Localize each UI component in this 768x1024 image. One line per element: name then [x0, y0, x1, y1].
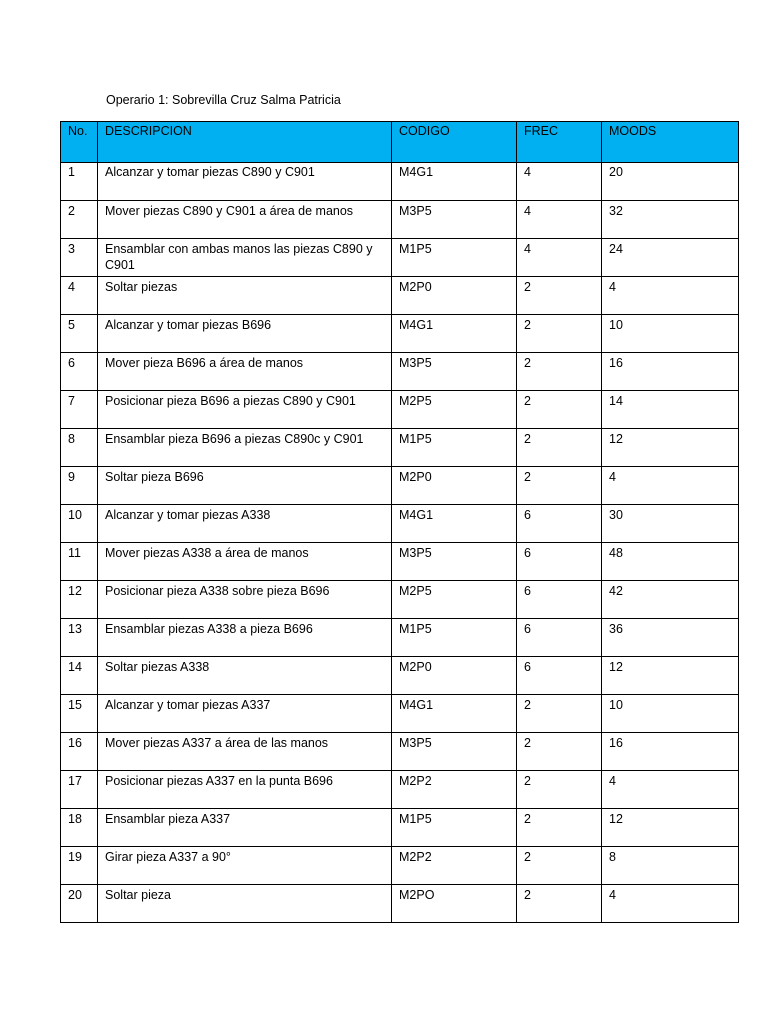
- table-row: [61, 505, 739, 543]
- table-row: [61, 657, 739, 695]
- table-row: [61, 847, 739, 885]
- cell-descripcion: Alcanzar y tomar piezas C890 y C901: [98, 163, 392, 201]
- cell-moods: 16: [602, 353, 739, 391]
- cell-descripcion: Posicionar pieza A338 sobre pieza B696: [98, 581, 392, 619]
- cell-descripcion: Alcanzar y tomar piezas B696: [98, 315, 392, 353]
- table-row: [61, 201, 739, 239]
- table-row: [61, 771, 739, 809]
- table-row: [61, 581, 739, 619]
- table-header-row: [61, 122, 739, 163]
- cell-codigo: M2P2: [392, 847, 517, 885]
- table-row: [61, 695, 739, 733]
- cell-frec: 2: [517, 695, 602, 733]
- cell-frec: 4: [517, 163, 602, 201]
- operator-title: Operario 1: Sobrevilla Cruz Salma Patricia: [106, 93, 341, 107]
- cell-codigo: M3P5: [392, 543, 517, 581]
- table-row: [61, 391, 739, 429]
- cell-no: 5: [61, 315, 98, 353]
- cell-codigo: M2P5: [392, 581, 517, 619]
- cell-descripcion: Mover piezas A338 a área de manos: [98, 543, 392, 581]
- cell-no: 18: [61, 809, 98, 847]
- cell-moods: 32: [602, 201, 739, 239]
- table-row: [61, 277, 739, 315]
- table-row: [61, 429, 739, 467]
- cell-moods: 4: [602, 885, 739, 923]
- header-descripcion: DESCRIPCION: [98, 122, 392, 163]
- cell-frec: 4: [517, 201, 602, 239]
- cell-no: 13: [61, 619, 98, 657]
- table-row: [61, 543, 739, 581]
- cell-moods: 10: [602, 695, 739, 733]
- cell-moods: 12: [602, 809, 739, 847]
- cell-descripcion: Posicionar piezas A337 en la punta B696: [98, 771, 392, 809]
- cell-moods: 42: [602, 581, 739, 619]
- cell-moods: 30: [602, 505, 739, 543]
- cell-descripcion: Soltar pieza: [98, 885, 392, 923]
- cell-descripcion: Alcanzar y tomar piezas A337: [98, 695, 392, 733]
- cell-moods: 14: [602, 391, 739, 429]
- cell-no: 4: [61, 277, 98, 315]
- cell-frec: 2: [517, 467, 602, 505]
- cell-no: 14: [61, 657, 98, 695]
- cell-descripcion: Mover pieza B696 a área de manos: [98, 353, 392, 391]
- cell-frec: 2: [517, 847, 602, 885]
- cell-moods: 4: [602, 277, 739, 315]
- cell-frec: 4: [517, 239, 602, 277]
- cell-codigo: M3P5: [392, 201, 517, 239]
- header-no: No.: [61, 122, 98, 163]
- cell-frec: 2: [517, 315, 602, 353]
- cell-frec: 2: [517, 885, 602, 923]
- cell-no: 8: [61, 429, 98, 467]
- cell-frec: 2: [517, 391, 602, 429]
- cell-no: 3: [61, 239, 98, 277]
- cell-moods: 10: [602, 315, 739, 353]
- cell-frec: 2: [517, 353, 602, 391]
- cell-descripcion: Ensamblar con ambas manos las piezas C890 y C901: [98, 239, 392, 277]
- cell-no: 1: [61, 163, 98, 201]
- cell-frec: 2: [517, 429, 602, 467]
- cell-no: 7: [61, 391, 98, 429]
- cell-codigo: M1P5: [392, 809, 517, 847]
- cell-descripcion: Mover piezas A337 a área de las manos: [98, 733, 392, 771]
- table-row: [61, 619, 739, 657]
- cell-descripcion: Soltar pieza B696: [98, 467, 392, 505]
- cell-moods: 48: [602, 543, 739, 581]
- header-codigo: CODIGO: [392, 122, 517, 163]
- cell-descripcion: Soltar piezas A338: [98, 657, 392, 695]
- cell-no: 15: [61, 695, 98, 733]
- cell-codigo: M2P0: [392, 657, 517, 695]
- cell-frec: 6: [517, 657, 602, 695]
- cell-frec: 6: [517, 543, 602, 581]
- cell-moods: 36: [602, 619, 739, 657]
- cell-codigo: M2P2: [392, 771, 517, 809]
- cell-descripcion: Mover piezas C890 y C901 a área de manos: [98, 201, 392, 239]
- cell-no: 19: [61, 847, 98, 885]
- cell-moods: 16: [602, 733, 739, 771]
- cell-no: 12: [61, 581, 98, 619]
- table-body: [61, 163, 739, 923]
- cell-codigo: M1P5: [392, 239, 517, 277]
- cell-frec: 2: [517, 809, 602, 847]
- cell-no: 17: [61, 771, 98, 809]
- cell-moods: 8: [602, 847, 739, 885]
- cell-codigo: M3P5: [392, 353, 517, 391]
- cell-descripcion: Ensamblar piezas A338 a pieza B696: [98, 619, 392, 657]
- cell-no: 9: [61, 467, 98, 505]
- cell-frec: 6: [517, 619, 602, 657]
- cell-moods: 4: [602, 771, 739, 809]
- cell-descripcion: Alcanzar y tomar piezas A338: [98, 505, 392, 543]
- cell-moods: 12: [602, 429, 739, 467]
- cell-no: 20: [61, 885, 98, 923]
- cell-codigo: M2P5: [392, 391, 517, 429]
- cell-no: 2: [61, 201, 98, 239]
- cell-codigo: M1P5: [392, 619, 517, 657]
- cell-descripcion: Posicionar pieza B696 a piezas C890 y C901: [98, 391, 392, 429]
- moods-table: [60, 121, 739, 923]
- table-row: [61, 467, 739, 505]
- cell-moods: 4: [602, 467, 739, 505]
- cell-frec: 6: [517, 581, 602, 619]
- cell-frec: 2: [517, 771, 602, 809]
- cell-no: 6: [61, 353, 98, 391]
- table-row: [61, 809, 739, 847]
- header-moods: MOODS: [602, 122, 739, 163]
- cell-moods: 24: [602, 239, 739, 277]
- cell-frec: 2: [517, 733, 602, 771]
- cell-codigo: M3P5: [392, 733, 517, 771]
- table-row: [61, 239, 739, 277]
- cell-codigo: M2PO: [392, 885, 517, 923]
- cell-descripcion: Ensamblar pieza B696 a piezas C890c y C901: [98, 429, 392, 467]
- cell-moods: 20: [602, 163, 739, 201]
- cell-no: 11: [61, 543, 98, 581]
- cell-descripcion: Soltar piezas: [98, 277, 392, 315]
- cell-no: 10: [61, 505, 98, 543]
- cell-frec: 6: [517, 505, 602, 543]
- cell-codigo: M4G1: [392, 163, 517, 201]
- cell-codigo: M1P5: [392, 429, 517, 467]
- table-row: [61, 353, 739, 391]
- cell-moods: 12: [602, 657, 739, 695]
- header-frec: FREC: [517, 122, 602, 163]
- cell-no: 16: [61, 733, 98, 771]
- cell-codigo: M4G1: [392, 315, 517, 353]
- cell-frec: 2: [517, 277, 602, 315]
- cell-codigo: M2P0: [392, 277, 517, 315]
- cell-codigo: M2P0: [392, 467, 517, 505]
- cell-descripcion: Girar pieza A337 a 90°: [98, 847, 392, 885]
- cell-codigo: M4G1: [392, 695, 517, 733]
- cell-codigo: M4G1: [392, 505, 517, 543]
- table-row: [61, 163, 739, 201]
- table-row: [61, 733, 739, 771]
- cell-descripcion: Ensamblar pieza A337: [98, 809, 392, 847]
- table-row: [61, 885, 739, 923]
- table-row: [61, 315, 739, 353]
